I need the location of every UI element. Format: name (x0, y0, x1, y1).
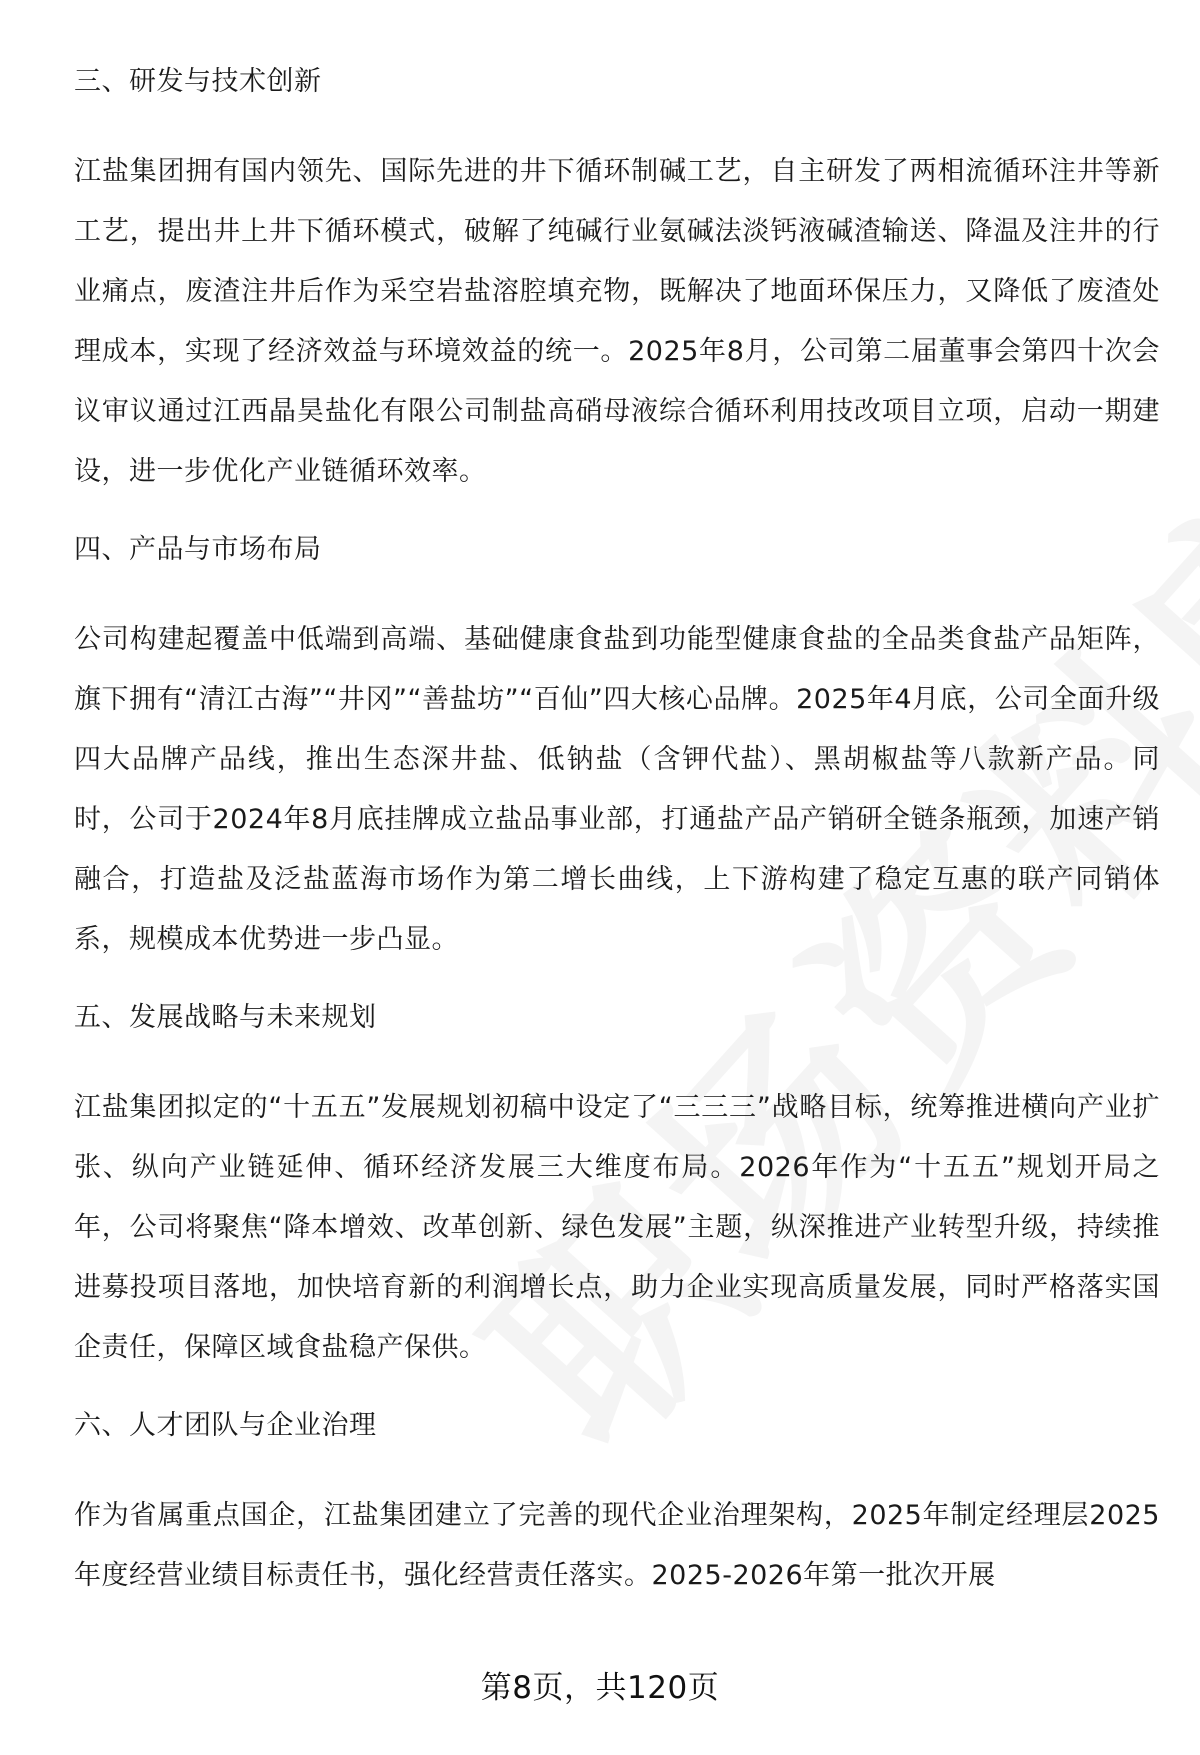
section-paragraph-rnd: 江盐集团拥有国内领先、国际先进的井下循环制碱工艺，自主研发了两相流循环注井等新工艺，提出井上井下循环模式，破解了纯碱行业氨碱法淡钙液碱渣输送、降温及注井的行业痛点，废渣注井后作为采空岩盐溶腔填充物，既解决了地面环保压力，又降低了废渣处理成本，实现了经济效益与环境效益的统一。2025年8月，公司第二届董事会第四十次会议审议通过江西晶昊盐化有限公司制盐高硝母液综合循环利用技改项目立项，启动一期建设，进一步优化产业链循环效率。 (74, 156, 1160, 487)
section-heading-governance: 六、人才团队与企业治理 (74, 1410, 377, 1441)
section-heading-rnd: 三、研发与技术创新 (74, 66, 322, 97)
section-paragraph-products: 公司构建起覆盖中低端到高端、基础健康食盐到功能型健康食盐的全品类食盐产品矩阵，旗下拥有“清江古海”“井冈”“善盐坊”“百仙”四大核心品牌。2025年4月底，公司全面升级四大品牌产品线，推出生态深井盐、低钠盐（含钾代盐）、黑胡椒盐等八款新产品。同时，公司于2024年8月底挂牌成立盐品事业部，打通盐产品产销研全链条瓶颈，加速产销融合，打造盐及泛盐蓝海市场作为第二增长曲线，上下游构建了稳定互惠的联产同销体系，规模成本优势进一步凸显。 (74, 624, 1160, 955)
section-paragraph-governance: 作为省属重点国企，江盐集团建立了完善的现代企业治理架构，2025年制定经理层2025年度经营业绩目标责任书，强化经营责任落实。2025-2026年第一批次开展 (74, 1500, 1160, 1591)
section-heading-products: 四、产品与市场布局 (74, 534, 322, 565)
page-number: 第8页，共120页 (480, 1670, 720, 1706)
document-body (74, 62, 1160, 1634)
section-paragraph-strategy: 江盐集团拟定的“十五五”发展规划初稿中设定了“三三三”战略目标，统筹推进横向产业扩张、纵向产业链延伸、循环经济发展三大维度布局。2026年作为“十五五”规划开局之年，公司将聚焦“降本增效、改革创新、绿色发展”主题，纵深推进产业转型升级，持续推进募投项目落地，加快培育新的利润增长点，助力企业实现高质量发展，同时严格落实国企责任，保障区域食盐稳产保供。 (74, 1092, 1160, 1363)
section-heading-strategy: 五、发展战略与未来规划 (74, 1002, 377, 1033)
